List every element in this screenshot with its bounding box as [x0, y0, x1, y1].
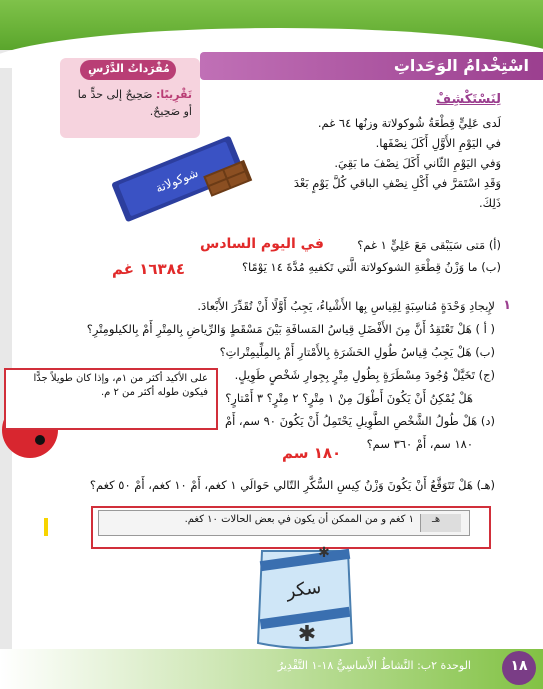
page-binding-edge — [0, 0, 12, 689]
yellow-marker — [44, 518, 48, 536]
explore-heading: لِنَسْتَكْشِفْ — [436, 92, 501, 107]
answer-label-cell — [420, 514, 461, 532]
answer-b: ١٦٣٨٤ غم — [112, 260, 186, 278]
footer-unit-text: الوحدة ٢ب: النَّشاطُ الأَساسِيُّ ١٨-١ التَّقْدِيرُ — [277, 659, 471, 672]
answer-label: هـ — [432, 514, 441, 525]
section-1-e: (هـ) هَلْ تَتَوَقَّعُ أَنْ يَكُونَ وَزْنُ كِيسِ السُّكَّرِ التّالي حَوالَي ١ كغم، أَمْ ١٠ كغم، أَمْ ٥٠ كغم؟ — [89, 478, 495, 492]
chocolate-illustration — [105, 125, 255, 225]
section-1-intro: لإِيجادِ وَحْدَةٍ مُناسِبَةٍ لِقِياسِ بِها الأَشْياءُ، يَجِبُ أَوَّلًا أَنْ تُقَدِّرَ الأَبْعادَ. — [197, 299, 495, 313]
section-1-a: ( أ ) هَلْ تَعْتَقِدُ أَنَّ مِنَ الأَفْضَلِ قِياسُ المَسافَةِ بَيْنَ مَسْقَطٍ وَالرِّياضِ بِالمِتْرِ أَمْ بِالكيلومِتْرِ؟ — [86, 322, 495, 336]
sugar-bag-illustration — [252, 543, 358, 653]
intro-line-5: ذَلِكَ. — [479, 196, 501, 210]
vocabulary-definition — [66, 86, 192, 120]
intro-line-4: وَقَدِ اسْتَمَرَّ في أَكْلِ نِصْفِ الباقي كُلَّ يَوْمٍ بَعْدَ — [293, 176, 501, 190]
answer-text: ١ كغم و من الممكن أن يكون في بعض الحالات ١٠ كغم. — [184, 514, 414, 525]
vocabulary-term: تَقْرِيبًا: — [155, 88, 192, 101]
section-1-d: (د) هَلْ طُولُ الشَّخْصِ الطَّوِيلِ يَحْتَمِلُ أَنْ يَكُونَ ٩٠ سم، أَمْ — [224, 414, 495, 428]
answer-a: في اليوم السادس — [200, 236, 324, 252]
section-1-c: (ج) تَخَيَّلْ وُجُودَ مِسْطَرَةٍ بِطُولِ مِتْرٍ بِجِوارِ شَخْصٍ طَوِيلٍ. — [234, 368, 495, 382]
question-a: (أ) مَتى سَيَبْقى مَعَ عَلِيٍّ ١ غم؟ — [357, 238, 501, 252]
svg-text:✱: ✱ — [318, 545, 330, 561]
section-1-number: ١ — [503, 298, 511, 313]
chocolate-wrapper-label: شوكولاتة — [153, 165, 201, 196]
section-1-d-cont: ١٨٠ سم، أَمْ ٣٦٠ سم؟ — [366, 437, 473, 451]
question-b: (ب) ما وَزْنُ قِطْعَةِ الشوكولاتة الَّتي تَكفيهِ مُدَّةَ ١٤ يَوْمًا؟ — [241, 260, 501, 274]
intro-line-2: في اليَوْمِ الأَوَّلِ أَكَلَ نِصْفَها. — [375, 136, 501, 150]
intro-line-1: لَدى عَلِيٍّ قِطْعَةُ شُوكولاتة وزنُها ٦٤ غم. — [317, 116, 501, 130]
vocabulary-meaning: صَحِيحٌ إلى حدٍّ ما أو صَحِيحٌ. — [77, 88, 192, 118]
sugar-label: سكر — [285, 576, 323, 603]
answer-d: ١٨٠ سم — [282, 444, 342, 462]
student-answer-text: على الأكيد أكثر من ١م، وإذا كان طويلاً جدًّا فيكون طوله أكثر من ٢ م. — [33, 373, 208, 398]
intro-line-3: وَفي اليَوْمِ الثّاني أَكَلَ نِصْفَ ما بَقِيَ. — [334, 156, 501, 170]
svg-text:✱: ✱ — [297, 622, 317, 647]
page-number: ١٨ — [510, 658, 528, 674]
vocabulary-tab-label: مُفْرَداتُ الدَّرْسِ — [88, 62, 170, 75]
section-1-c-question: هَلْ يُمْكِنُ أَنْ يَكُونَ أَطْوَلَ مِنْ ١ مِتْرٍ؟ ٢ مِتْرٍ؟ ٣ أَمْتارٍ؟ — [225, 391, 473, 405]
lesson-title: اسْتِخْدامُ الوَحَداتِ — [393, 56, 529, 75]
section-1-b: (ب) هَلْ يَجِبُ قِياسُ طُولِ الحَشَرَةِ بِالأَمْتارِ أَمْ بِالمِلِّيمِتْراتِ؟ — [219, 345, 495, 359]
